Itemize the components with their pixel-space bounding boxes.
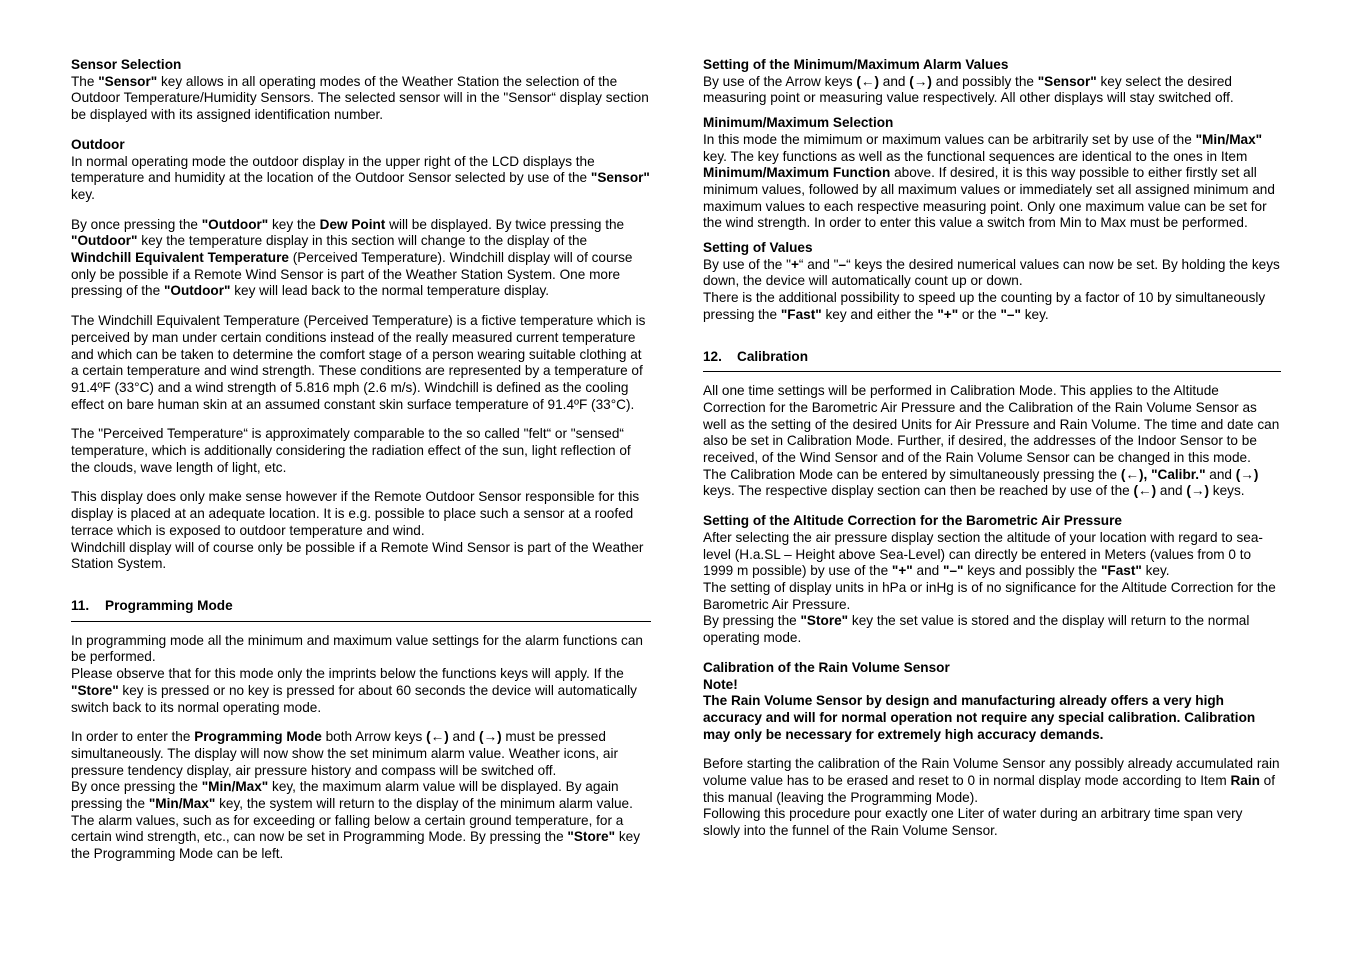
paragraph <box>703 132 1281 232</box>
bold-text: + <box>790 256 799 272</box>
bold-text: "Sensor" <box>1037 73 1097 89</box>
text-run: key allows in all operating modes of the Weather Station the selection of the Outdoor Temperature/Humidity Sensors. The selected sensor will in the "Sensor“ display section be displayed with its assigned identification number. <box>71 73 649 123</box>
text-run: In this mode the mimimum or maximum values can be arbitrarily set by use of the <box>703 131 1196 147</box>
text-run: “ keys the desired numerical values can now be set. By holding the keys down, the device will automatically count up or down. <box>703 256 1280 289</box>
paragraph <box>703 806 1281 839</box>
bold-text: "Fast" <box>1100 563 1142 579</box>
section-title: Programming Mode <box>105 597 233 613</box>
paragraph <box>71 666 651 716</box>
bold-text: "Store" <box>800 613 849 629</box>
text-run: will be displayed. By twice pressing the <box>385 216 625 232</box>
text-run: This display does only make sense however if the Remote Outdoor Sensor responsible for this display is placed at an adequate location. It is e.g. possible to place such a sensor at a roofed terrace which is exposed to outdoor temperature and wind. <box>71 489 640 538</box>
text-run: key the temperature display in this section will change to the display of the <box>137 233 588 249</box>
bold-text: (←) <box>1133 483 1157 499</box>
text-run: key. <box>1141 563 1170 579</box>
bold-text: (→) <box>909 73 932 89</box>
text-run: The <box>71 73 99 89</box>
text-run: key. <box>71 186 95 202</box>
paragraph <box>703 467 1281 500</box>
bold-text: "Fast" <box>780 306 822 322</box>
paragraph <box>703 257 1281 290</box>
paragraph <box>703 613 1281 646</box>
text-run: (Perceived Temperature). Windchill display will of course only be possible if a Remote Wind Sensor is part of the Weather Station System. One more pressing of the <box>71 250 633 299</box>
text-run: By use of the " <box>703 256 791 272</box>
bold-text: "–" <box>943 563 964 579</box>
bold-text: "Outdoor" <box>201 216 269 232</box>
section-heading <box>703 349 1281 373</box>
paragraph <box>71 633 651 666</box>
text-run: In normal operating mode the outdoor display in the upper right of the LCD displays the temperature and humidity at the location of the Outdoor Sensor selected by use of the <box>71 153 595 186</box>
bold-text: Minimum/Maximum Function <box>703 165 891 181</box>
section-title: Calibration <box>737 348 808 364</box>
text-run: There is the additional possibility to speed up the counting by a factor of 10 by simultaneously pressing the <box>703 290 1266 322</box>
text-run: of this manual (leaving the Programming Mode). <box>703 773 1276 805</box>
section-number: 12. <box>703 348 722 364</box>
bold-text: "Min/Max" <box>201 779 269 795</box>
bold-text: "+" <box>891 563 913 579</box>
heading-sensor-selection: Sensor Selection <box>71 57 182 72</box>
bold-text: – <box>838 256 847 272</box>
text-run: or the <box>958 306 1001 322</box>
text-run: “ and " <box>798 256 839 272</box>
text-run: key, the system will return to the display of the minimum alarm value. The alarm values, such as for exceeding or falling below a certain ground temperature, for a certain wind strength, etc., can now be set in Programming Mode. By pressing the <box>71 796 633 845</box>
text-run: All one time settings will be performed in Calibration Mode. This applies to the Altitude Correction for the Barometric Air Pressure and the Calibration of the Rain Volume Sensor as well as the setting of the desired Units for Air Pressure and Rain Volume. The time and date can also be set in Calibration Mode. Further, if desired, the addresses of the Indoor Sensor to be received, of the Wind Sensor and of the Rain Volume Sensor can be changed in this mode. <box>703 383 1280 466</box>
text-run: Windchill display will of course only be possible if a Remote Wind Sensor is part of the Weather Station System. <box>71 539 644 572</box>
bold-text: (←), "Calibr." <box>1120 466 1206 482</box>
text-run: and <box>1205 466 1236 482</box>
bold-text: (→) <box>478 729 502 745</box>
heading-setting-of-values: Setting of Values <box>703 240 813 256</box>
bold-text: Dew Point <box>319 216 386 232</box>
text-run: The Calibration Mode can be entered by simultaneously pressing the <box>703 466 1121 482</box>
heading-outdoor: Outdoor <box>71 136 125 152</box>
text-run: key is pressed or no key is pressed for about 60 seconds the device will automatically switch back to its normal operating mode. <box>71 682 637 715</box>
text-run: key select the desired measuring point or measuring value respectively. All other displays will stay switched off. <box>703 73 1234 106</box>
right-column <box>703 57 1281 840</box>
text-run: key and either the <box>821 306 938 322</box>
text-run: key the set value is stored and the display will return to the normal operating mode. <box>703 613 1250 646</box>
text-run: key. The key functions as well as the functional sequences are identical to the ones in Item <box>703 148 1248 164</box>
bold-text: (→) <box>1186 483 1210 499</box>
paragraph <box>71 154 651 204</box>
text-run: The Windchill Equivalent Temperature (Perceived Temperature) is a fictive temperature which is perceived by man under certain conditions instead of the really measured current temperature and which can be taken to determine the comfort stage of a person wearing suitable clothing at a certain temperature and wind strength. These conditions are represented by a temperature of 91.4ºF (33°C) and a wind strength of 5.816 mph (2.6 m/s). Windchill is defined as the cooling effect on bare human skin at an assumed constant skin surface temperature of 91.4ºF (33°C). <box>71 313 646 412</box>
paragraph <box>71 489 651 539</box>
paragraph <box>71 217 651 301</box>
text-run: above. If desired, it is this way possible to either firstly set all minimum values, followed by all maximum values or immediately set all assigned minimum and maximum values to each respective measuring point. Only one maximum value can be set for the wind strength. In order to enter this value a switch from Min to Max must be performed. <box>703 165 1275 231</box>
text-run: and <box>1156 483 1187 499</box>
paragraph <box>703 290 1281 323</box>
heading-note: Note! <box>703 676 738 692</box>
heading-setting-of-the-minimum-maximum-alarm-val: Setting of the Minimum/Maximum Alarm Values <box>703 57 1009 72</box>
text-run: By once pressing the <box>71 216 202 232</box>
left-column <box>71 57 651 863</box>
text-run: By once pressing the <box>71 779 202 795</box>
section-number: 11. <box>71 597 90 613</box>
heading-the-rain-volume-sensor-by-design-and-man: The Rain Volume Sensor by design and manufacturing already offers a very high accuracy and will for normal operation not require any special calibration. Calibration may only be necessary for extremely high accuracy demands. <box>703 693 1256 742</box>
bold-text: "Sensor" <box>98 73 158 89</box>
paragraph <box>71 779 651 863</box>
text-run: Please observe that for this mode only the imprints below the functions keys will apply. If the <box>71 666 624 682</box>
text-run: must be pressed simultaneously. The display will now show the set minimum alarm value. Weather icons, air pressure tendency display, air pressure history and compass will be switched off. <box>71 729 618 778</box>
text-run: and <box>912 563 943 579</box>
text-run: Before starting the calibration of the Rain Volume Sensor any possibly already accumulated rain volume value has to be erased and reset to 0 in normal display mode according to Item <box>703 756 1280 789</box>
bold-text: "Outdoor" <box>163 283 231 299</box>
text-run: key will lead back to the normal temperature display. <box>230 283 550 299</box>
text-run: By use of the Arrow keys <box>703 73 857 89</box>
paragraph <box>703 756 1281 806</box>
text-run: key the Programming Mode can be left. <box>71 829 640 862</box>
bold-text: "Outdoor" <box>71 233 138 249</box>
text-run: The "Perceived Temperature“ is approximately comparable to the so called "felt“ or "sensed“ temperature, which is additionally considering the radiation effect of the sun, light reflection of the clouds, wave length of light, etc. <box>71 426 631 475</box>
bold-text: "Store" <box>567 829 616 845</box>
text-run: In programming mode all the minimum and maximum value settings for the alarm functions can be performed. <box>71 632 643 665</box>
text-run: both Arrow keys <box>321 729 427 745</box>
heading-setting-of-the-altitude-correction-for-t: Setting of the Altitude Correction for the Barometric Air Pressure <box>703 513 1122 529</box>
heading-calibration-of-the-rain-volume-sensor: Calibration of the Rain Volume Sensor <box>703 659 950 675</box>
bold-text: "Store" <box>71 682 119 698</box>
paragraph <box>71 729 651 779</box>
bold-text: "–" <box>1000 306 1021 322</box>
heading-minimum-maximum-selection: Minimum/Maximum Selection <box>703 115 894 131</box>
bold-text: (←) <box>856 73 880 89</box>
bold-text: "+" <box>937 306 959 322</box>
text-run: The setting of display units in hPa or inHg is of no significance for the Altitude Correction for the Barometric Air Pressure. <box>703 579 1276 612</box>
paragraph <box>71 540 651 573</box>
text-run: key. <box>1020 306 1049 322</box>
text-run: After selecting the air pressure display section the altitude of your location with regard to sea-level (H.a.SL – Height above Sea-Level) can directly be entered in Meters (values from 0 to 1999 m possible) by use of the <box>703 529 1263 579</box>
bold-text: (→) <box>1235 466 1259 482</box>
text-run: and <box>448 729 479 745</box>
text-run: key the <box>268 216 320 232</box>
text-run: In order to enter the <box>71 729 195 745</box>
bold-text: (←) <box>426 729 449 745</box>
bold-text: "Min/Max" <box>1195 131 1263 147</box>
bold-text: Rain <box>1230 773 1260 789</box>
bold-text: "Min/Max" <box>148 796 216 812</box>
paragraph <box>71 426 651 476</box>
paragraph <box>703 530 1281 580</box>
paragraph <box>703 74 1281 107</box>
text-run: key, the maximum alarm value will be displayed. By again pressing the <box>71 779 619 812</box>
text-run: and possibly the <box>931 73 1038 89</box>
paragraph <box>703 580 1281 613</box>
paragraph <box>71 313 651 413</box>
text-run: keys. <box>1209 483 1245 499</box>
bold-text: "Sensor" <box>590 170 650 186</box>
bold-text: Windchill Equivalent Temperature <box>71 250 289 266</box>
text-run: By pressing the <box>703 613 801 629</box>
section-heading <box>71 598 651 622</box>
bold-text: Programming Mode <box>194 729 322 745</box>
text-run: and <box>879 73 910 89</box>
text-run: keys. The respective display section can then be reached by use of the <box>703 483 1134 499</box>
text-run: Following this procedure pour exactly one Liter of water during an arbitrary time span very slowly into the funnel of the Rain Volume Sensor. <box>703 806 1243 839</box>
text-run: keys and possibly the <box>963 563 1101 579</box>
paragraph <box>71 74 651 124</box>
paragraph <box>703 383 1281 467</box>
